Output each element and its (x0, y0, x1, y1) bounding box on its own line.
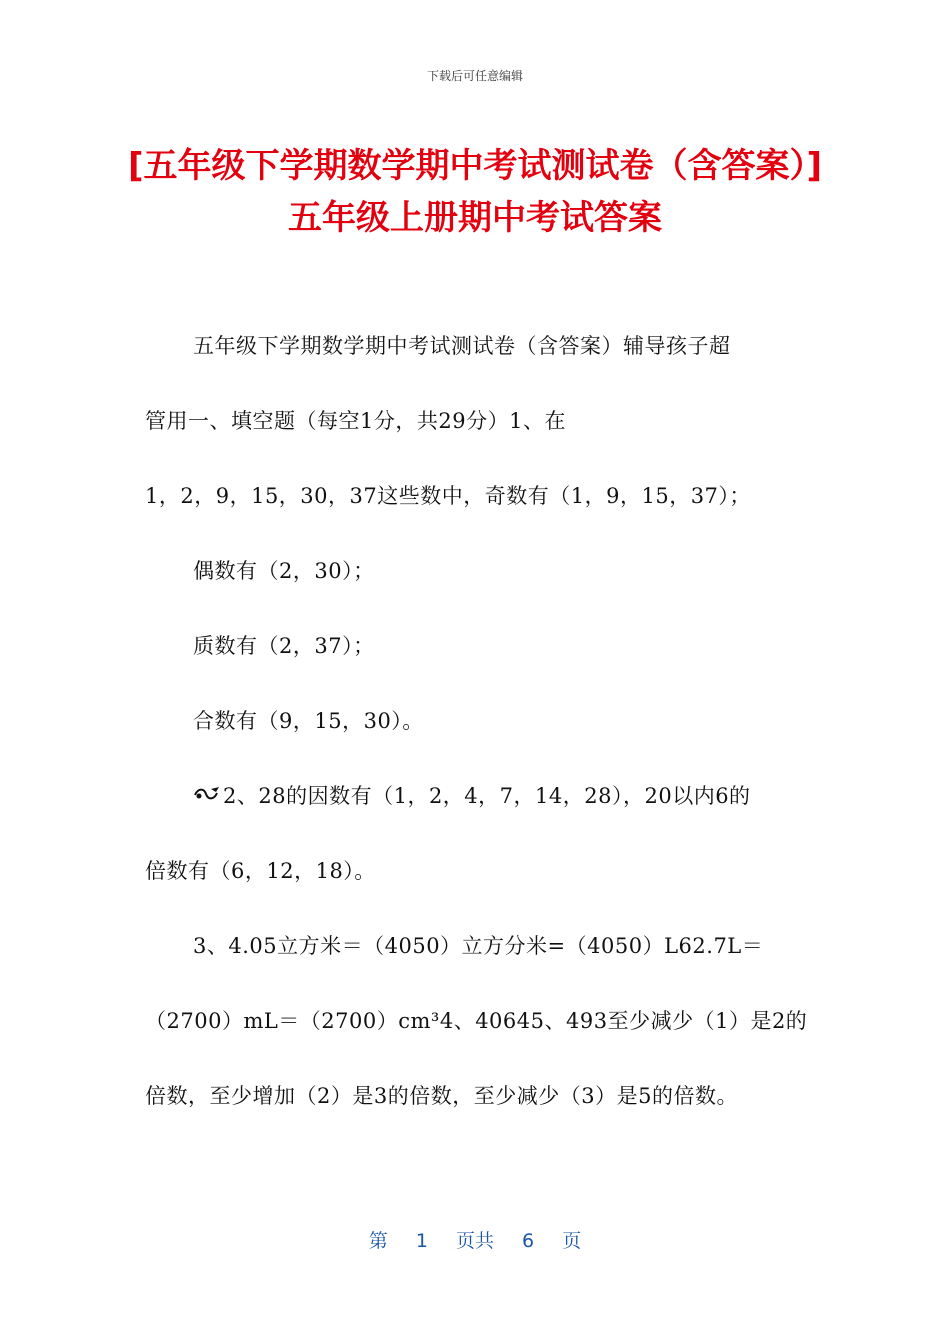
body-line-1: 五年级下学期数学期中考试测试卷（含答案）辅导孩子超 (193, 334, 731, 358)
footer-total-pages: 6 (522, 1230, 535, 1252)
body-line-5: 质数有（2，37）； (193, 634, 375, 658)
body-line-8: 倍数有（6，12，18）。 (145, 859, 376, 883)
body-line-11: 倍数，至少增加（2）是3的倍数，至少减少（3）是5的倍数。 (145, 1084, 738, 1108)
document-title: [五年级下学期数学期中考试测试卷（含答案）]五年级上册期中考试答案 (127, 146, 823, 238)
body-line-7-wrapper (193, 780, 751, 810)
footer-page-number: 1 (415, 1230, 428, 1252)
body-line-7: 2、28的因数有（1，2，4，7，14，28），20以内6的 (223, 784, 751, 808)
body-line-3: 1，2，9，15，30，37这些数中，奇数有（1，9，15，37）； (145, 484, 751, 508)
footer-suffix: 页 (562, 1230, 582, 1252)
body-line-6: 合数有（9，15，30）。 (193, 709, 424, 733)
footer-middle: 页共 (455, 1230, 494, 1252)
ornament-icon (193, 784, 221, 808)
page-footer (0, 1226, 950, 1253)
body-line-9: 3、4.05立方米＝（4050）立方分米=（4050）L62.7L＝ (193, 934, 764, 958)
body-line-2: 管用一、填空题（每空1分，共29分）1、在 (145, 409, 566, 433)
body-line-10: （2700）mL＝（2700）cm³4、40645、493至少减少（1）是2的 (145, 1009, 808, 1033)
header-note: 下载后可任意编辑 (426, 69, 523, 83)
body-line-4: 偶数有（2，30）； (193, 559, 375, 583)
footer-prefix: 第 (368, 1230, 388, 1252)
